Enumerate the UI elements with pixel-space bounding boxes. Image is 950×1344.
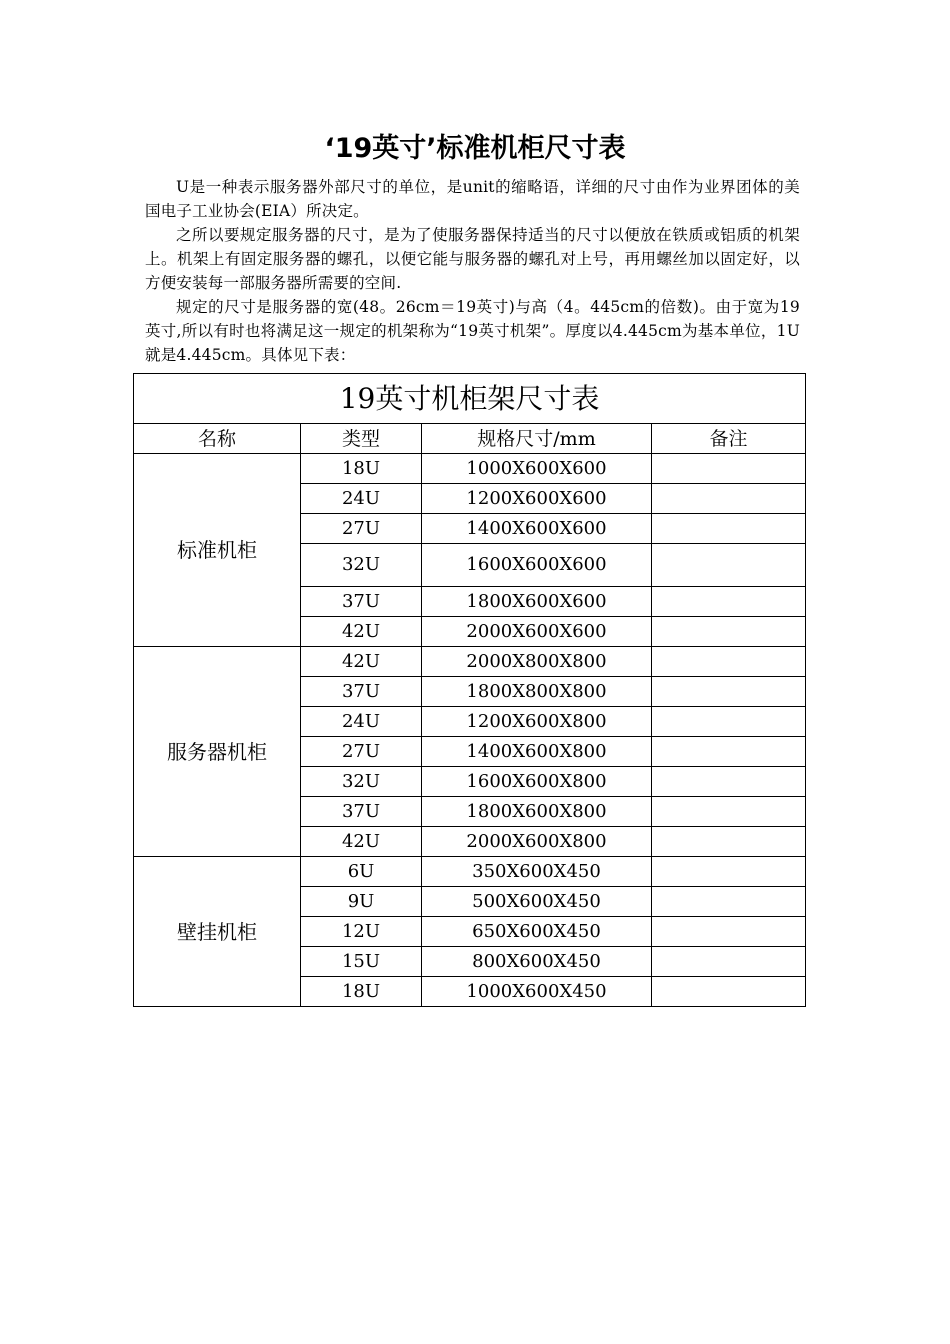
cell-type: 12U <box>301 917 422 947</box>
cell-note <box>652 544 806 587</box>
group-name-standard: 标准机柜 <box>134 454 301 647</box>
cell-note <box>652 617 806 647</box>
cell-size: 2000X600X800 <box>422 827 652 857</box>
cell-size: 1200X600X800 <box>422 707 652 737</box>
intro-text <box>145 175 800 367</box>
cell-note <box>652 767 806 797</box>
group-name-server: 服务器机柜 <box>134 647 301 857</box>
cell-type: 37U <box>301 587 422 617</box>
cell-note <box>652 677 806 707</box>
cell-type: 9U <box>301 887 422 917</box>
cell-note <box>652 947 806 977</box>
cell-size: 1000X600X600 <box>422 454 652 484</box>
cell-size: 1800X800X800 <box>422 677 652 707</box>
cell-size: 1800X600X600 <box>422 587 652 617</box>
cell-note <box>652 737 806 767</box>
cell-size: 1200X600X600 <box>422 484 652 514</box>
cell-size: 800X600X450 <box>422 947 652 977</box>
cell-size: 1800X600X800 <box>422 797 652 827</box>
cell-size: 1400X600X600 <box>422 514 652 544</box>
cell-note <box>652 587 806 617</box>
cell-size: 1600X600X800 <box>422 767 652 797</box>
cell-size: 2000X600X600 <box>422 617 652 647</box>
cell-type: 18U <box>301 977 422 1007</box>
cell-type: 24U <box>301 484 422 514</box>
cell-size: 2000X800X800 <box>422 647 652 677</box>
header-name: 名称 <box>134 424 301 454</box>
cell-type: 42U <box>301 617 422 647</box>
paragraph-u-definition: U是一种表示服务器外部尺寸的单位，是unit的缩略语，详细的尺寸由作为业界团体的美国电子工业协会(EIA）所决定。 <box>145 178 800 220</box>
cell-size: 350X600X450 <box>422 857 652 887</box>
cell-type: 32U <box>301 544 422 587</box>
table-header-row <box>134 424 806 454</box>
cell-type: 37U <box>301 677 422 707</box>
cell-note <box>652 484 806 514</box>
cell-note <box>652 514 806 544</box>
document-title: ‘19英寸’标准机柜尺寸表 <box>324 133 626 164</box>
cell-type: 37U <box>301 797 422 827</box>
cabinet-size-table <box>133 373 806 1007</box>
cell-type: 24U <box>301 707 422 737</box>
paragraph-dimensions: 规定的尺寸是服务器的宽(48。26cm＝19英寸)与高（4。445cm的倍数)。由于宽为19英寸,所以有时也将满足这一规定的机架称为“19英寸机架”。厚度以4.445cm为基本单位，1U就是4.445cm。具体见下表： <box>145 298 800 364</box>
cell-note <box>652 977 806 1007</box>
cell-note <box>652 454 806 484</box>
header-type: 类型 <box>301 424 422 454</box>
table-row <box>134 857 806 887</box>
cell-type: 18U <box>301 454 422 484</box>
cell-size: 650X600X450 <box>422 917 652 947</box>
cell-note <box>652 857 806 887</box>
table-row <box>134 647 806 677</box>
cell-note <box>652 917 806 947</box>
cell-type: 42U <box>301 647 422 677</box>
cell-type: 32U <box>301 767 422 797</box>
cell-size: 1600X600X600 <box>422 544 652 587</box>
cell-type: 6U <box>301 857 422 887</box>
cell-size: 1400X600X800 <box>422 737 652 767</box>
cell-type: 42U <box>301 827 422 857</box>
group-name-wall-mount: 壁挂机柜 <box>134 857 301 1007</box>
cell-type: 27U <box>301 514 422 544</box>
cell-size: 500X600X450 <box>422 887 652 917</box>
cell-size: 1000X600X450 <box>422 977 652 1007</box>
cell-note <box>652 797 806 827</box>
table-caption-row <box>134 374 806 424</box>
cell-note <box>652 827 806 857</box>
cell-type: 27U <box>301 737 422 767</box>
paragraph-purpose: 之所以要规定服务器的尺寸，是为了使服务器保持适当的尺寸以便放在铁质或铝质的机架上。机架上有固定服务器的螺孔，以便它能与服务器的螺孔对上号，再用螺丝加以固定好，以方便安装每一部服务器所需要的空间. <box>145 226 800 292</box>
table-caption: 19英寸机柜架尺寸表 <box>134 374 806 424</box>
cell-note <box>652 707 806 737</box>
table-row <box>134 454 806 484</box>
header-note: 备注 <box>652 424 806 454</box>
cell-note <box>652 647 806 677</box>
cell-type: 15U <box>301 947 422 977</box>
header-size: 规格尺寸/mm <box>422 424 652 454</box>
cell-note <box>652 887 806 917</box>
